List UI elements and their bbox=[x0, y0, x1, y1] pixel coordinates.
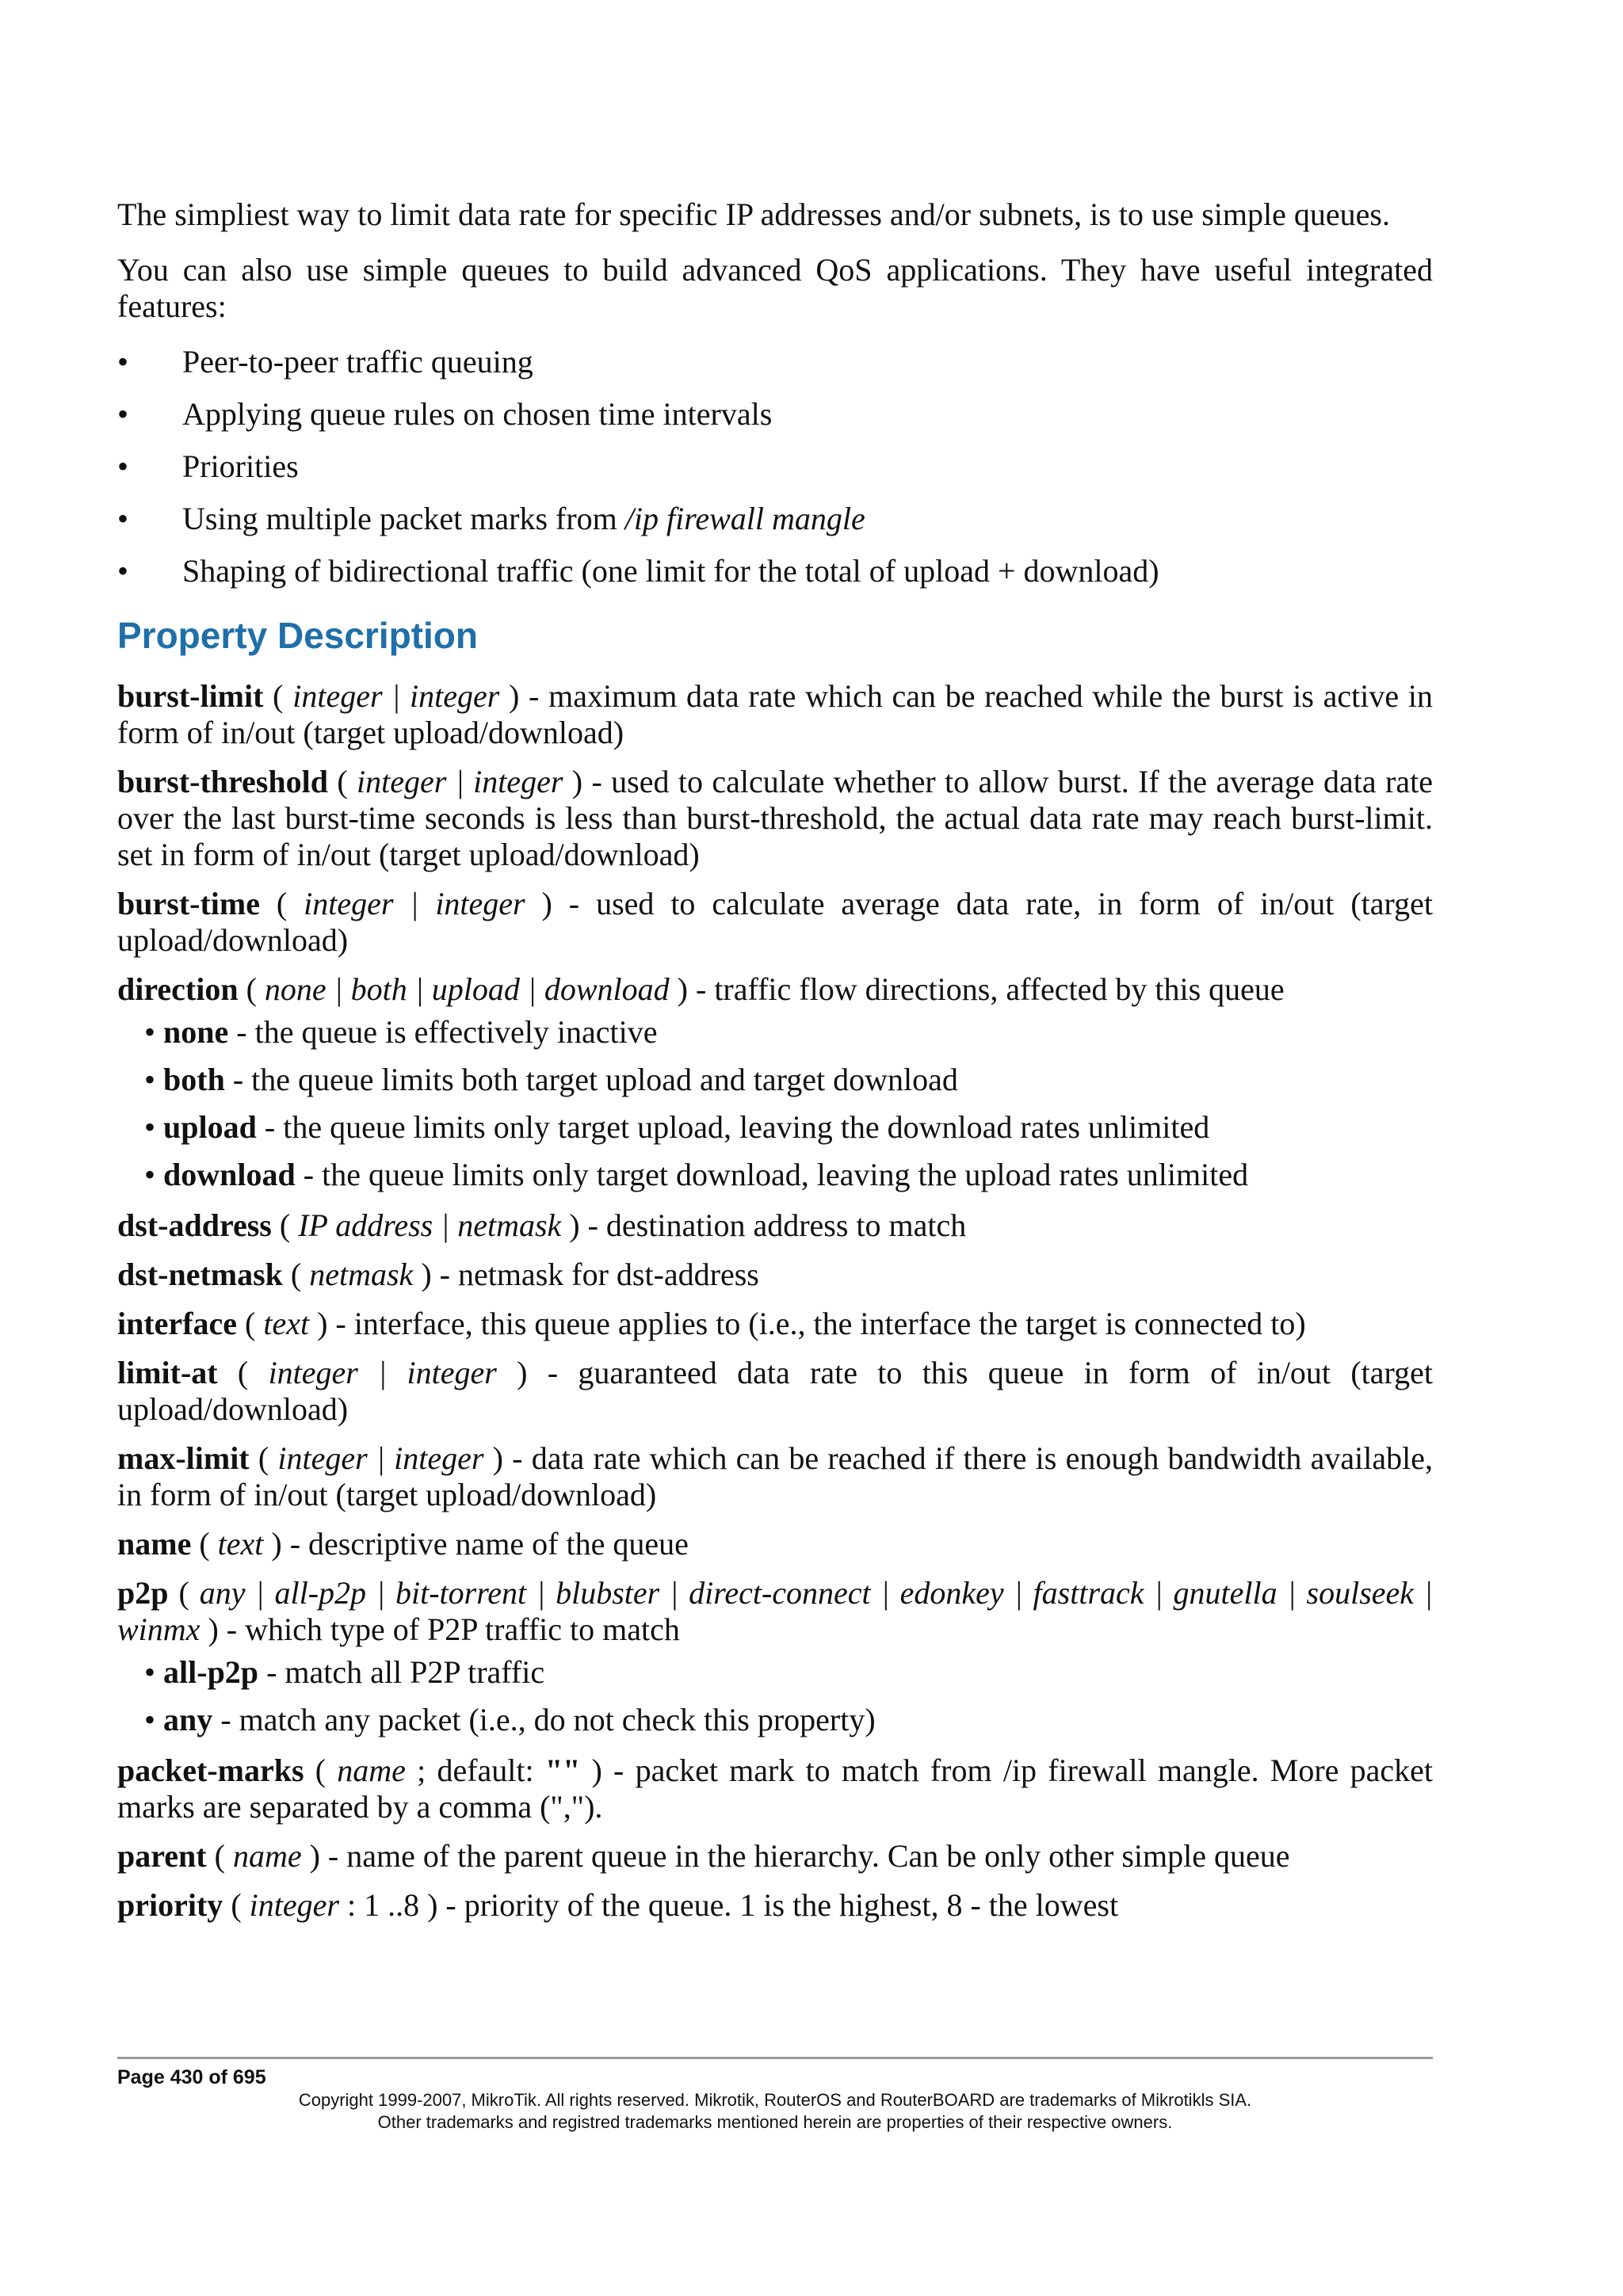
property-packet-marks: packet-marks ( name ; default: "" ) - packet mark to match from /ip firewall mangle. More packet marks are separated by a comma (","). bbox=[117, 1753, 1434, 1825]
intro-paragraph-2: You can also use simple queues to build advanced QoS applications. They have useful integrated features: bbox=[117, 252, 1433, 324]
bullet-glyph: • bbox=[117, 448, 129, 484]
property-name: limit-at bbox=[117, 1355, 218, 1390]
property-type: IP address | netmask bbox=[298, 1207, 562, 1243]
option-bullet: • bbox=[144, 1062, 156, 1097]
feature-item bbox=[117, 448, 1433, 485]
copyright-line-1: Copyright 1999-2007, MikroTik. All rights reserved. Mikrotik, RouterOS and RouterBOARD are trademarks of Mikrotikls SIA. bbox=[298, 2090, 1252, 2110]
property-type: text bbox=[217, 1526, 264, 1562]
property-description: destination address to match bbox=[605, 1207, 967, 1243]
page-footer bbox=[117, 2057, 1433, 2134]
property-name: max-limit bbox=[117, 1440, 250, 1476]
copyright-line-2: Other trademarks and registred trademarks mentioned herein are properties of their respective owners. bbox=[377, 2112, 1173, 2132]
feature-item bbox=[117, 344, 1433, 380]
property-name: p2p bbox=[117, 1575, 169, 1611]
property-name: priority bbox=[117, 1887, 223, 1923]
property-default: "" bbox=[544, 1753, 581, 1788]
property-description: used to calculate average data rate, in form of in/out (target upload/download) bbox=[117, 886, 1433, 958]
property-type: integer bbox=[249, 1887, 339, 1923]
property-description: netmask for dst-address bbox=[457, 1257, 759, 1292]
option-bullet: • bbox=[144, 1157, 156, 1192]
option-item: • both - the queue limits both target upload and target download bbox=[144, 1062, 958, 1097]
property-type: netmask bbox=[309, 1257, 414, 1292]
property-type: name bbox=[337, 1753, 406, 1788]
property-name: dst-netmask bbox=[117, 1257, 283, 1292]
property-direction: direction ( none | both | upload | download ) - traffic flow directions, affected by this queue bbox=[117, 971, 1285, 1007]
property-description: packet mark to match from /ip firewall mangle. More packet marks are separated by a comma (","). bbox=[117, 1753, 1434, 1825]
property-range: 1 ..8 bbox=[364, 1887, 420, 1923]
property-name: name ( text ) - descriptive name of the queue bbox=[117, 1526, 689, 1562]
feature-text: Peer-to-peer traffic queuing bbox=[182, 344, 533, 379]
property-list bbox=[117, 678, 1433, 1924]
option-bullet: • bbox=[144, 1702, 156, 1737]
property-burst-time: burst-time ( integer | integer ) - used to calculate average data rate, in form of in/out (target upload/download) bbox=[117, 886, 1433, 958]
property-interface: interface ( text ) - interface, this queue applies to (i.e., the interface the target is connected to) bbox=[117, 1306, 1306, 1341]
property-description: priority of the queue. 1 is the highest, 8 - the lowest bbox=[464, 1887, 1119, 1923]
property-description: name of the parent queue in the hierarchy. Can be only other simple queue bbox=[346, 1838, 1290, 1874]
property-name: packet-marks bbox=[117, 1753, 304, 1788]
bullet-glyph: • bbox=[117, 396, 129, 432]
property-name: burst-threshold bbox=[117, 764, 328, 799]
property-type: integer | integer bbox=[268, 1355, 497, 1390]
property-burst-threshold: burst-threshold ( integer | integer ) - used to calculate whether to allow burst. If the average data rate over the last burst-time seconds is less than burst-threshold, the actual data rate may reach burst-limit. set in form of in/out (target upload/download) bbox=[117, 764, 1433, 872]
property-name: parent bbox=[117, 1838, 207, 1874]
bullet-glyph: • bbox=[117, 344, 129, 379]
option-description: match all P2P traffic bbox=[285, 1654, 545, 1690]
property-type: integer | integer bbox=[304, 886, 525, 921]
property-dst-netmask: dst-netmask ( netmask ) - netmask for dst-address bbox=[117, 1257, 759, 1292]
bullet-glyph: • bbox=[117, 501, 129, 536]
property-description: used to calculate whether to allow burst. If the average data rate over the last burst-time seconds is less than burst-threshold, the actual data rate may reach burst-limit. set in form of in/out (target upload/download) bbox=[117, 764, 1433, 872]
property-type: any | all-p2p | bit-torrent | blubster | direct-connect | edonkey | fasttrack | gnutella | soulseek | winmx bbox=[117, 1575, 1433, 1647]
property-p2p: p2p ( any | all-p2p | bit-torrent | blubster | direct-connect | edonkey | fasttrack | gnutella | soulseek | winmx ) - which type of P2P traffic to match bbox=[117, 1575, 1433, 1647]
property-name: name bbox=[117, 1526, 192, 1562]
option-bullet: • bbox=[144, 1654, 156, 1690]
feature-text: Applying queue rules on chosen time intervals bbox=[182, 396, 773, 432]
property-options bbox=[117, 1014, 1433, 1193]
property-dst-address: dst-address ( IP address | netmask ) - destination address to match bbox=[117, 1207, 967, 1243]
option-item: • upload - the queue limits only target upload, leaving the download rates unlimited bbox=[144, 1109, 1210, 1145]
page-number: Page 430 of 695 bbox=[117, 2066, 266, 2088]
option-item: • download - the queue limits only target download, leaving the upload rates unlimited bbox=[144, 1157, 1249, 1192]
option-description: the queue limits both target upload and target download bbox=[251, 1062, 958, 1097]
option-name: both bbox=[163, 1062, 225, 1097]
property-name: interface bbox=[117, 1306, 238, 1341]
feature-text: Using multiple packet marks from bbox=[182, 501, 625, 536]
property-name: burst-time bbox=[117, 886, 260, 921]
feature-item bbox=[117, 501, 1433, 537]
option-name: any bbox=[163, 1702, 213, 1737]
option-item: • any - match any packet (i.e., do not check this property) bbox=[144, 1702, 876, 1737]
feature-item bbox=[117, 396, 1433, 433]
property-description: which type of P2P traffic to match bbox=[245, 1611, 680, 1647]
option-name: none bbox=[163, 1014, 229, 1050]
property-description: descriptive name of the queue bbox=[308, 1526, 689, 1562]
property-priority: priority ( integer : 1 ..8 ) - priority of the queue. 1 is the highest, 8 - the lowest bbox=[117, 1887, 1119, 1923]
property-burst-limit: burst-limit ( integer | integer ) - maximum data rate which can be reached while the burst is active in form of in/out (target upload/download) bbox=[117, 678, 1433, 750]
option-bullet: • bbox=[144, 1014, 156, 1050]
property-name: dst-address bbox=[117, 1207, 272, 1243]
property-type: none | both | upload | download bbox=[264, 971, 670, 1007]
property-description: traffic flow directions, affected by this queue bbox=[714, 971, 1285, 1007]
option-description: the queue is effectively inactive bbox=[254, 1014, 658, 1050]
feature-item bbox=[117, 553, 1433, 589]
property-description: guaranteed data rate to this queue in form of in/out (target upload/download) bbox=[117, 1355, 1434, 1427]
option-bullet: • bbox=[144, 1109, 156, 1145]
property-description: maximum data rate which can be reached while the burst is active in form of in/out (target upload/download) bbox=[117, 678, 1433, 750]
property-description: data rate which can be reached if there is enough bandwidth available, in form of in/out (target upload/download) bbox=[117, 1440, 1433, 1512]
property-name: burst-limit bbox=[117, 678, 264, 714]
intro-paragraph-1: The simpliest way to limit data rate for specific IP addresses and/or subnets, is to use simple queues. bbox=[117, 196, 1390, 232]
property-type: text bbox=[263, 1306, 310, 1341]
option-description: the queue limits only target download, leaving the upload rates unlimited bbox=[322, 1157, 1249, 1192]
property-type: name bbox=[232, 1838, 302, 1874]
option-name: upload bbox=[163, 1109, 257, 1145]
option-item: • none - the queue is effectively inactive bbox=[144, 1014, 658, 1050]
feature-text: Priorities bbox=[182, 448, 299, 484]
property-type: integer | integer bbox=[357, 764, 563, 799]
property-parent: parent ( name ) - name of the parent queue in the hierarchy. Can be only other simple queue bbox=[117, 1838, 1290, 1874]
feature-emphasis: /ip firewall mangle bbox=[624, 501, 865, 536]
option-name: all-p2p bbox=[163, 1654, 259, 1690]
property-type: integer | integer bbox=[292, 678, 500, 714]
option-item: • all-p2p - match all P2P traffic bbox=[144, 1654, 545, 1690]
property-type: integer | integer bbox=[277, 1440, 484, 1476]
feature-list bbox=[117, 344, 1433, 589]
page-content bbox=[117, 196, 1433, 1936]
option-name: download bbox=[163, 1157, 296, 1192]
property-name: direction bbox=[117, 971, 239, 1007]
feature-text: Shaping of bidirectional traffic (one limit for the total of upload + download) bbox=[182, 553, 1159, 589]
option-description: the queue limits only target upload, leaving the download rates unlimited bbox=[283, 1109, 1210, 1145]
property-limit-at: limit-at ( integer | integer ) - guaranteed data rate to this queue in form of in/out (target upload/download) bbox=[117, 1355, 1434, 1427]
section-heading: Property Description bbox=[117, 615, 478, 656]
property-max-limit: max-limit ( integer | integer ) - data rate which can be reached if there is enough bandwidth available, in form of in/out (target upload/download) bbox=[117, 1440, 1433, 1512]
property-options bbox=[117, 1654, 1433, 1738]
bullet-glyph: • bbox=[117, 553, 129, 589]
option-description: match any packet (i.e., do not check this property) bbox=[239, 1702, 876, 1737]
property-description: interface, this queue applies to (i.e., the interface the target is connected to) bbox=[353, 1306, 1306, 1341]
